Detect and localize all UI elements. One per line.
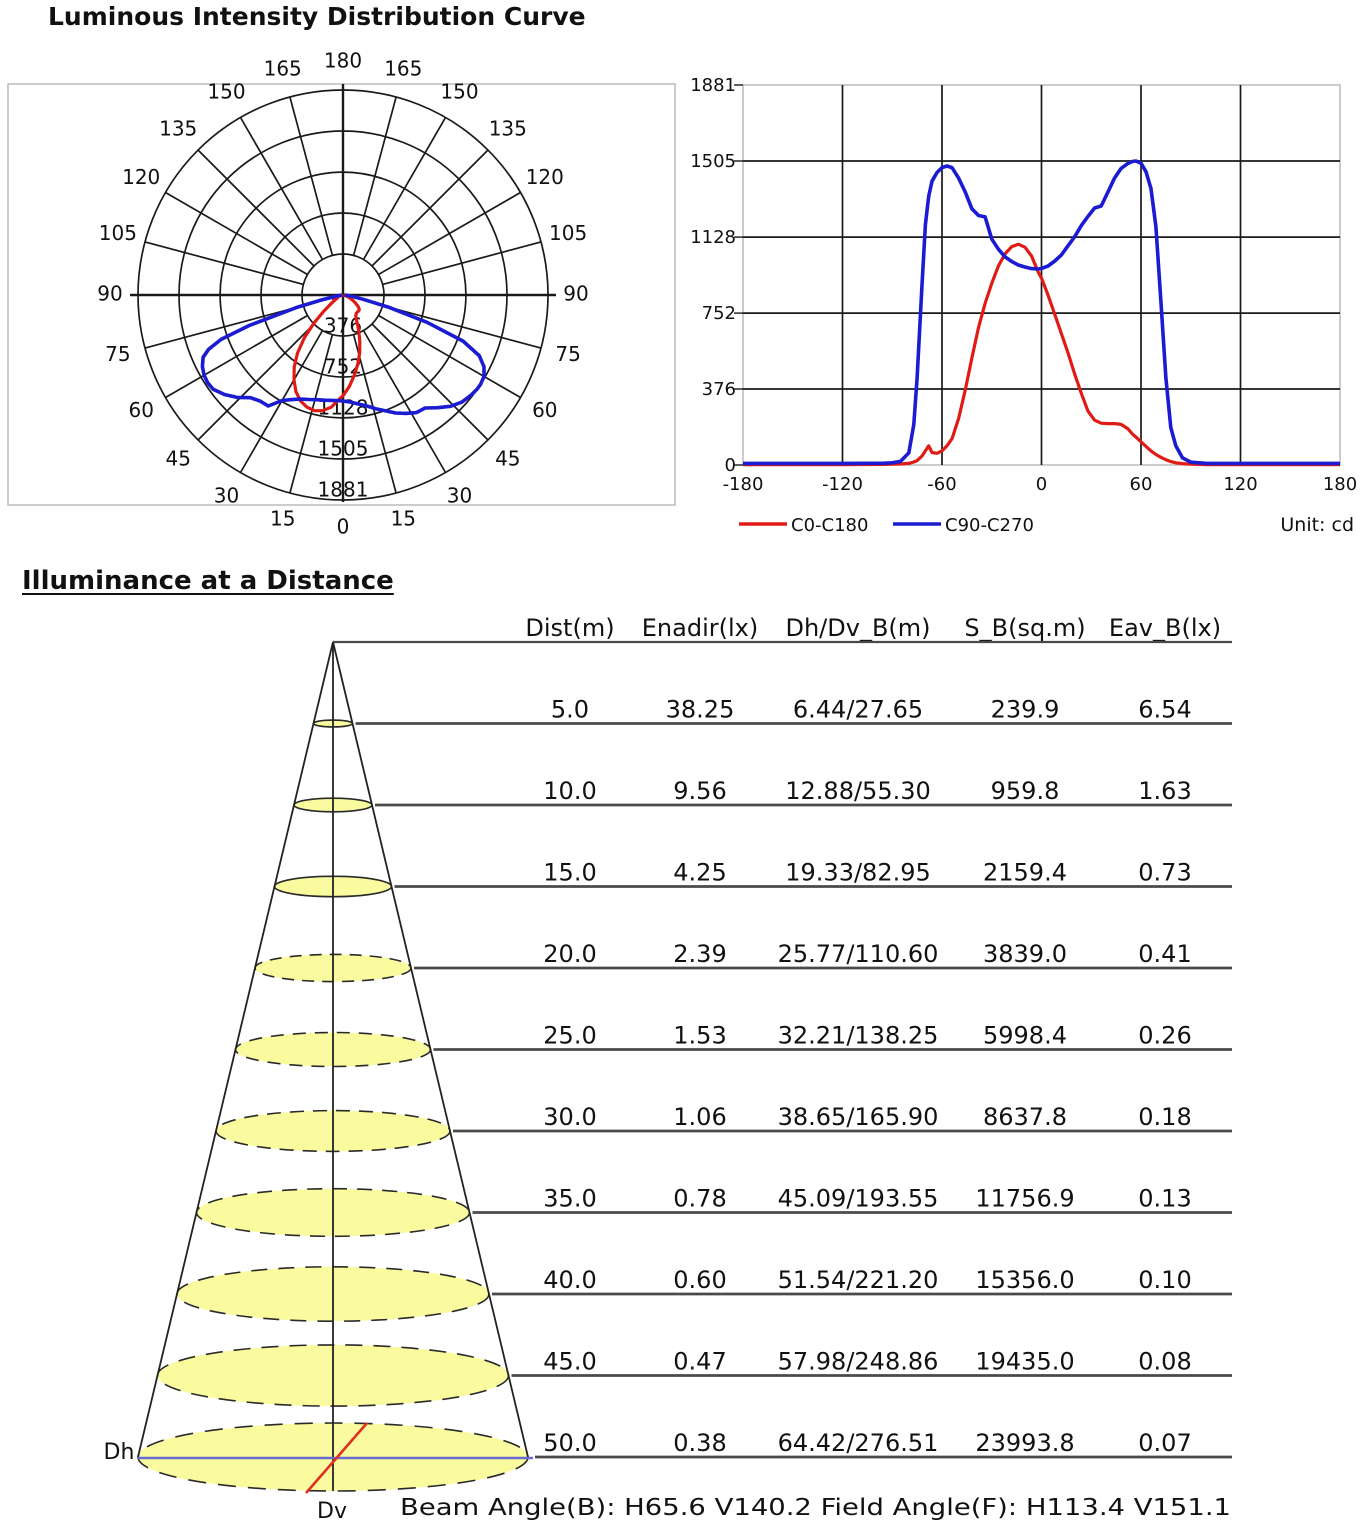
table-cell: 5998.4 <box>983 1021 1067 1050</box>
cartesian-distribution-chart <box>690 0 1367 556</box>
polar-angle-label: 60 <box>128 398 154 422</box>
table-cell: 0.47 <box>673 1347 727 1376</box>
illuminance-title: Illuminance at a Distance <box>22 566 394 596</box>
polar-angle-label: 90 <box>563 281 589 306</box>
table-header: Eav_B(lx) <box>1108 614 1222 642</box>
table-cell: 50.0 <box>543 1429 597 1457</box>
polar-angle-label: 165 <box>263 56 302 81</box>
table-cell: 9.56 <box>673 777 727 805</box>
table-cell: 12.88/55.30 <box>785 777 931 805</box>
x-tick-label: 60 <box>1129 474 1153 495</box>
table-cell: 239.9 <box>990 695 1060 724</box>
table-header: S_B(sq.m) <box>964 614 1086 642</box>
polar-angle-label: 135 <box>488 116 527 141</box>
polar-angle-label: 60 <box>532 398 558 422</box>
table-cell: 32.21/138.25 <box>777 1021 939 1050</box>
table-cell: 38.65/165.90 <box>777 1103 939 1131</box>
table-cell: 57.98/248.86 <box>777 1347 939 1376</box>
polar-angle-label: 150 <box>440 79 479 104</box>
table-cell: 6.44/27.65 <box>792 695 924 724</box>
table-cell: 0.38 <box>673 1429 727 1457</box>
table-cell: 25.0 <box>543 1021 597 1050</box>
polar-angle-label: 120 <box>122 165 161 189</box>
polar-angle-label: 30 <box>213 483 240 508</box>
table-cell: 2.39 <box>673 940 727 968</box>
table-cell: 30.0 <box>543 1103 597 1131</box>
polar-angle-label: 15 <box>269 506 296 531</box>
y-tick-label: 1505 <box>690 151 736 172</box>
polar-ring-label: 752 <box>323 354 363 379</box>
polar-angle-label: 0 <box>336 514 350 539</box>
dv-label: Dv <box>317 1499 347 1524</box>
table-cell: 19435.0 <box>975 1347 1075 1376</box>
table-cell: 19.33/82.95 <box>785 858 931 887</box>
polar-angle-label: 75 <box>555 341 581 366</box>
table-cell: 38.25 <box>665 695 735 724</box>
table-cell: 25.77/110.60 <box>777 940 939 968</box>
table-cell: 35.0 <box>543 1184 597 1213</box>
y-tick-label: 376 <box>701 379 736 400</box>
polar-angle-label: 120 <box>525 165 564 189</box>
polar-angle-label: 165 <box>384 56 423 81</box>
table-header: Dh/Dv_B(m) <box>785 614 931 642</box>
table-header: Enadir(lx) <box>641 614 759 642</box>
table-cell: 0.10 <box>1138 1266 1192 1294</box>
polar-angle-label: 135 <box>159 116 198 141</box>
y-tick-label: 1881 <box>690 75 736 96</box>
polar-angle-label: 105 <box>549 221 588 246</box>
table-cell: 1.63 <box>1138 777 1192 805</box>
beam-field-angle-text: Beam Angle(B): H65.6 V140.2 Field Angle(F): H113.4 V151.1 <box>400 1495 1231 1521</box>
dh-label: Dh <box>103 1440 135 1465</box>
table-cell: 6.54 <box>1138 695 1192 724</box>
legend-label-c0: C0-C180 <box>791 515 869 536</box>
table-cell: 0.13 <box>1138 1184 1192 1213</box>
polar-ring-label: 376 <box>323 313 363 338</box>
polar-angle-label: 75 <box>105 341 131 366</box>
table-cell: 45.09/193.55 <box>777 1184 939 1213</box>
table-cell: 8637.8 <box>983 1103 1067 1131</box>
table-cell: 959.8 <box>990 777 1060 805</box>
polar-ring-label: 1128 <box>317 395 369 420</box>
table-cell: 0.73 <box>1138 858 1192 887</box>
y-tick-label: 0 <box>724 455 736 476</box>
table-cell: 0.60 <box>673 1266 727 1294</box>
polar-angle-label: 30 <box>446 483 473 508</box>
table-cell: 64.42/276.51 <box>777 1429 939 1457</box>
polar-angle-label: 105 <box>98 221 137 246</box>
polar-ring-label: 1505 <box>317 436 369 461</box>
table-cell: 0.78 <box>673 1184 727 1213</box>
legend-label-c90: C90-C270 <box>945 515 1034 536</box>
polar-angle-label: 150 <box>207 79 246 104</box>
table-cell: 23993.8 <box>975 1429 1075 1457</box>
table-cell: 1.06 <box>673 1103 727 1131</box>
table-cell: 0.07 <box>1138 1429 1192 1457</box>
polar-angle-label: 45 <box>495 446 521 471</box>
polar-angle-label: 45 <box>165 446 191 471</box>
table-cell: 0.18 <box>1138 1103 1192 1131</box>
polar-angle-label: 90 <box>97 281 123 306</box>
y-tick-label: 1128 <box>690 227 736 249</box>
polar-ring-label: 1881 <box>317 477 369 502</box>
table-cell: 51.54/221.20 <box>777 1266 939 1294</box>
table-cell: 10.0 <box>543 777 597 805</box>
table-cell: 1.53 <box>673 1021 727 1050</box>
x-tick-label: 180 <box>1322 474 1358 495</box>
table-cell: 3839.0 <box>983 940 1067 968</box>
table-cell: 40.0 <box>543 1266 597 1294</box>
x-tick-label: 120 <box>1223 474 1258 495</box>
table-cell: 2159.4 <box>983 858 1067 887</box>
x-tick-label: -120 <box>822 474 863 495</box>
table-cell: 20.0 <box>543 940 597 968</box>
table-header: Dist(m) <box>525 614 615 642</box>
table-cell: 11756.9 <box>975 1184 1075 1213</box>
polar-distribution-chart <box>0 0 690 556</box>
x-tick-label: -60 <box>927 474 957 495</box>
table-cell: 5.0 <box>550 695 590 724</box>
table-cell: 0.08 <box>1138 1347 1192 1376</box>
unit-label: Unit: cd <box>1280 514 1354 536</box>
table-cell: 45.0 <box>543 1347 597 1376</box>
page-title: Luminous Intensity Distribution Curve <box>48 2 586 31</box>
table-cell: 0.41 <box>1138 940 1192 968</box>
table-cell: 0.26 <box>1138 1021 1192 1050</box>
table-cell: 15.0 <box>543 858 597 887</box>
table-cell: 15356.0 <box>975 1266 1075 1294</box>
table-cell: 4.25 <box>673 858 727 887</box>
polar-angle-label: 180 <box>323 48 363 73</box>
illuminance-cone-diagram <box>0 560 1367 1524</box>
x-tick-label: -180 <box>722 474 764 495</box>
x-tick-label: 0 <box>1035 474 1048 495</box>
y-tick-label: 752 <box>701 303 736 325</box>
polar-angle-label: 15 <box>390 506 417 531</box>
